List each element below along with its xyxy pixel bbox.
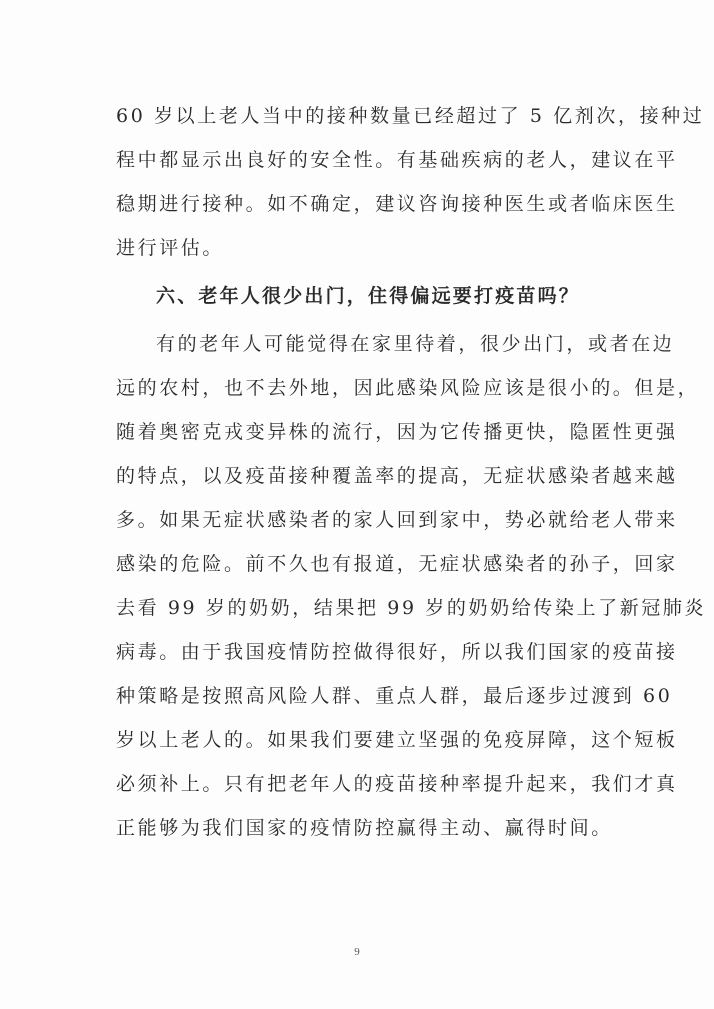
body-text-line: 正能够为我们国家的疫情防控赢得主动、赢得时间。 [116,817,613,839]
body-text-line: 进行评估。 [116,237,225,259]
section-heading: 六、老年人很少出门，住得偏远要打疫苗吗？ [156,285,581,307]
body-text-line: 有的老年人可能觉得在家里待着，很少出门，或者在边 [156,333,675,355]
body-text-line: 远的农村，也不去外地，因此感染风险应该是很小的。但是， [116,377,700,399]
body-text-line: 60 岁以上老人当中的接种数量已经超过了 5 亿剂次，接种过 [116,105,705,127]
body-text-line: 种策略是按照高风险人群、重点人群，最后逐步过渡到 60 [116,685,673,707]
body-text-line: 去看 99 岁的奶奶，结果把 99 岁的奶奶给传染上了新冠肺炎 [116,597,707,619]
body-text-line: 稳期进行接种。如不确定，建议咨询接种医生或者临床医生 [116,193,678,215]
page-number: 9 [354,946,360,958]
body-text-line: 岁以上老人的。如果我们要建立坚强的免疫屏障，这个短板 [116,729,678,751]
body-text-line: 多。如果无症状感染者的家人回到家中，势必就给老人带来 [116,509,678,531]
body-text-line: 感染的危险。前不久也有报道，无症状感染者的孙子，回家 [116,553,678,575]
body-text-line: 随着奥密克戎变异株的流行，因为它传播更快，隐匿性更强 [116,421,678,443]
body-text-line: 的特点，以及疫苗接种覆盖率的提高，无症状感染者越来越 [116,465,678,487]
body-text-line: 必须补上。只有把老年人的疫苗接种率提升起来，我们才真 [116,773,678,795]
body-text-line: 病毒。由于我国疫情防控做得很好，所以我们国家的疫苗接 [116,641,678,663]
body-text-line: 程中都显示出良好的安全性。有基础疾病的老人，建议在平 [116,149,678,171]
